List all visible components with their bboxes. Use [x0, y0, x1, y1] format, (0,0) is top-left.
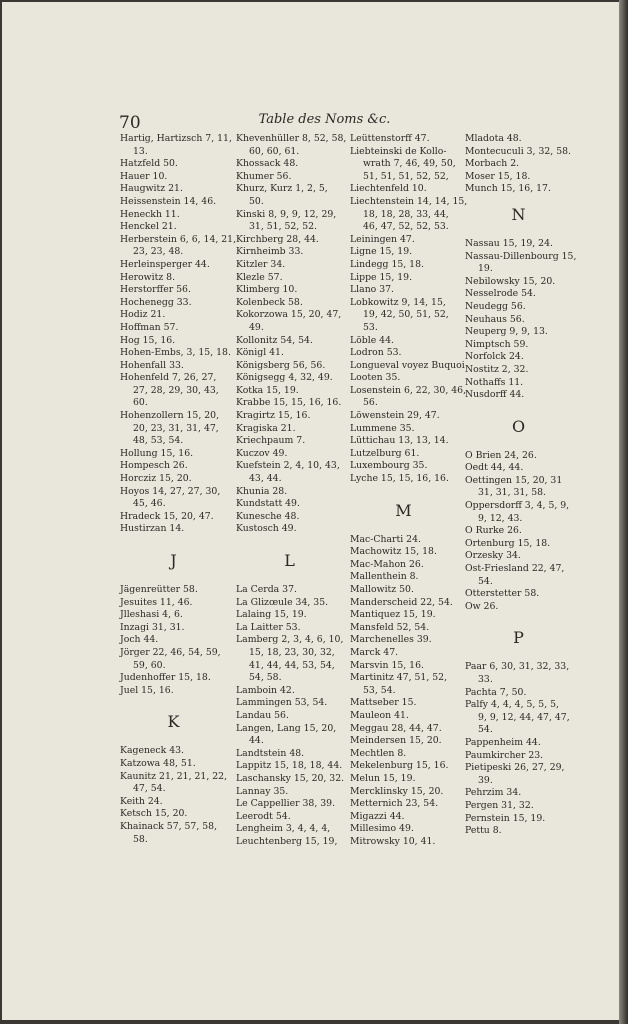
index-entry: Lengheim 3, 4, 4, 4,: [236, 823, 331, 835]
index-entry: Nothaffs 11.: [465, 376, 524, 388]
index-entry: Pehrzim 34.: [465, 787, 522, 799]
index-entry: Pettu 8.: [465, 825, 502, 837]
index-entry: Llano 37.: [350, 284, 395, 296]
section-letter: N: [511, 204, 527, 224]
index-entry: Kunesche 48.: [236, 510, 300, 522]
index-entry: Lappitz 15, 18, 18, 44.: [236, 760, 343, 772]
index-entry: Ow 26.: [465, 600, 499, 612]
index-entry: Keith 24.: [120, 795, 163, 807]
index-entry: Horcziz 15, 20.: [120, 473, 192, 485]
index-entry: Haugwitz 21.: [120, 183, 183, 195]
index-entry-continuation: 46, 47, 52, 52, 53.: [363, 221, 449, 233]
index-entry: Leerodt 54.: [236, 810, 291, 822]
index-entry: Nimptsch 59.: [465, 338, 529, 350]
index-entry: O Rurke 26.: [465, 525, 522, 537]
index-entry: Lippe 15, 19.: [350, 271, 413, 283]
index-entry: Hoyos 14, 27, 27, 30,: [120, 485, 221, 497]
index-entry-continuation: 18, 18, 28, 33, 44,: [363, 208, 449, 220]
index-entry: Pernstein 15, 19.: [465, 812, 546, 824]
index-entry: Königsberg 56, 56.: [236, 359, 326, 371]
index-entry: Khossack 48.: [236, 158, 299, 170]
index-entry: Nesselrode 54.: [465, 288, 536, 300]
index-entry: Longueval voyez Buquoi: [350, 359, 465, 371]
section-letter: P: [513, 628, 525, 648]
index-entry: Mladota 48.: [465, 133, 522, 144]
index-entry: Millesimo 49.: [350, 823, 414, 835]
index-entry: Kragiska 21.: [236, 422, 296, 434]
index-entry: Liechtenfeld 10.: [350, 183, 427, 195]
section-letter: K: [167, 712, 181, 732]
index-entry: Lindegg 15, 18.: [350, 258, 424, 270]
index-entry: Kustosch 49.: [236, 523, 297, 535]
index-entry: Lamberg 2, 3, 4, 6, 10,: [236, 634, 344, 646]
index-entry: Martinitz 47, 51, 52,: [350, 672, 448, 684]
index-entry: Kundstatt 49.: [236, 498, 300, 510]
index-entry: Jägenreütter 58.: [120, 584, 198, 595]
index-entry: Lammingen 53, 54.: [236, 697, 328, 709]
index-entry: Mac-Mahon 26.: [350, 558, 424, 570]
index-entry-continuation: 53, 54.: [363, 684, 396, 696]
index-entry-continuation: 31, 31, 31, 58.: [478, 487, 547, 499]
index-entry: Lobkowitz 9, 14, 15,: [350, 296, 446, 308]
index-entry: Mauleon 41.: [350, 709, 409, 721]
index-entry: Kotka 15, 19.: [236, 384, 299, 396]
index-entry: Nusdorff 44.: [465, 389, 525, 401]
index-entry-continuation: 58.: [133, 833, 148, 845]
index-entry: Pappenheim 44.: [465, 736, 541, 748]
index-entry: Kolenbeck 58.: [236, 296, 303, 308]
index-entry: Kokorzowa 15, 20, 47,: [236, 309, 342, 321]
index-entry: Oettingen 15, 20, 31: [465, 474, 563, 486]
index-entry: Metternich 23, 54.: [350, 798, 439, 810]
index-entry: Ost-Friesland 22, 47,: [465, 563, 565, 575]
index-entry: Hatzfeld 50.: [120, 158, 178, 170]
index-entry: Hompesch 26.: [120, 460, 188, 472]
index-entry: Oedt 44, 44.: [465, 462, 524, 474]
index-entry: Kollonitz 54, 54.: [236, 334, 313, 346]
index-entry: Machowitz 15, 18.: [350, 546, 437, 558]
index-entry: Neudegg 56.: [465, 300, 526, 312]
index-entry-continuation: 48, 53, 54.: [133, 435, 184, 447]
index-entry-continuation: 51, 51, 51, 52, 52,: [363, 170, 449, 182]
index-entry: Löwenstein 29, 47.: [350, 410, 440, 422]
index-entry: Kageneck 43.: [120, 745, 185, 757]
index-entry: Neuhaus 56.: [465, 313, 525, 325]
running-head: Table des Noms &c.: [258, 112, 391, 127]
index-entry: Kuefstein 2, 4, 10, 43,: [236, 460, 340, 472]
index-entry: Mansfeld 52, 54.: [350, 621, 430, 633]
index-entry: Hauer 10.: [120, 170, 168, 182]
index-entry: Kinski 8, 9, 9, 12, 29,: [236, 208, 337, 220]
index-entry: Hodiz 21.: [120, 309, 166, 321]
index-entry-continuation: 20, 23, 31, 31, 47,: [133, 422, 219, 434]
index-entry: Khainack 57, 57, 58,: [120, 820, 218, 832]
index-entry: La Glizœule 34, 35.: [236, 596, 329, 608]
index-entry: Mantiquez 15, 19.: [350, 609, 436, 621]
index-entry: Marck 47.: [350, 646, 399, 658]
index-entry: Hohenfall 33.: [120, 359, 184, 371]
index-entry: Orzesky 34.: [465, 550, 521, 562]
index-entry: Neuperg 9, 9, 13.: [465, 326, 548, 338]
index-entry: Mitrowsky 10, 41.: [350, 835, 436, 847]
index-entry: Henckel 21.: [120, 221, 177, 233]
index-entry: Jlleshasi 4, 6.: [120, 609, 183, 621]
index-entry: Norfolck 24.: [465, 351, 524, 363]
index-column-2: [236, 133, 347, 848]
index-entry: Löble 44.: [350, 334, 394, 346]
index-entry: Königsegg 4, 32, 49.: [236, 372, 333, 384]
index-entry: Herstorffer 56.: [120, 284, 191, 296]
index-entry: Ortenburg 15, 18.: [465, 537, 551, 549]
index-entry-continuation: 15, 18, 23, 30, 32,: [249, 646, 335, 658]
index-entry-continuation: 44.: [249, 735, 264, 747]
index-entry-continuation: 53.: [363, 321, 378, 333]
index-entry: Khunia 28.: [236, 485, 288, 497]
index-entry: Hartig, Hartizsch 7, 11,: [120, 133, 232, 144]
index-entry: Inzagi 31, 31.: [120, 621, 185, 633]
index-entry: Luxembourg 35.: [350, 460, 428, 472]
index-entry: Kriechpaum 7.: [236, 435, 306, 447]
book-page: [2, 2, 621, 1020]
section-letter: L: [284, 551, 296, 570]
index-column-4: [465, 133, 577, 838]
index-entry: Meggau 28, 44, 47.: [350, 722, 442, 734]
index-entry: Leüttenstorff 47.: [350, 133, 430, 144]
index-entry: Joch 44.: [120, 634, 159, 646]
index-entry: Pachta 7, 50.: [465, 686, 527, 698]
index-entry: Paar 6, 30, 31, 32, 33,: [465, 661, 570, 673]
index-entry: Heissenstein 14, 46.: [120, 195, 217, 207]
index-entry: Montecuculi 3, 32, 58.: [465, 145, 571, 157]
index-entry: Hochenegg 33.: [120, 296, 192, 308]
index-entry-continuation: 27, 28, 29, 30, 43,: [133, 384, 219, 396]
index-entry: Landau 56.: [236, 709, 289, 721]
index-entry-continuation: 9, 9, 12, 44, 47, 47,: [478, 711, 570, 723]
index-entry: Migazzi 44.: [350, 810, 405, 822]
index-entry: Hog 15, 16.: [120, 334, 176, 346]
index-entry-continuation: 60.: [133, 397, 148, 409]
index-entry: Hradeck 15, 20, 47.: [120, 510, 214, 522]
index-entry: Klezle 57.: [236, 271, 283, 283]
index-entry: Juel 15, 16.: [120, 684, 174, 696]
index-entry: Looten 35.: [350, 372, 401, 384]
index-entry-continuation: 23, 23, 48.: [133, 246, 184, 258]
index-entry: Leuchtenberg 15, 19,: [236, 835, 338, 847]
index-entry: Marchenelles 39.: [350, 634, 432, 646]
index-entry-continuation: 47, 54.: [133, 783, 166, 795]
index-entry: Manderscheid 22, 54.: [350, 596, 453, 608]
index-entry: Khurz, Kurz 1, 2, 5,: [236, 183, 328, 195]
index-entry-continuation: 59, 60.: [133, 659, 166, 671]
index-entry: Oppersdorff 3, 4, 5, 9,: [465, 500, 570, 512]
index-entry: Nebilowsky 15, 20.: [465, 275, 556, 287]
index-entry-continuation: 19.: [478, 263, 493, 275]
index-entry: Moser 15, 18.: [465, 170, 531, 182]
index-entry: Losenstein 6, 22, 30, 46,: [350, 384, 467, 396]
index-entry: Marsvin 15, 16.: [350, 659, 424, 671]
index-entry: Meindersen 15, 20.: [350, 735, 442, 747]
index-entry: Langen, Lang 15, 20,: [236, 722, 337, 734]
index-entry: Mekelenburg 15, 16.: [350, 760, 449, 772]
index-entry-continuation: 54.: [478, 724, 493, 736]
index-entry: Jörger 22, 46, 54, 59,: [120, 646, 221, 658]
index-entry: Hollung 15, 16.: [120, 447, 194, 459]
index-entry: Judenhoffer 15, 18.: [120, 672, 211, 684]
index-column-3: [350, 133, 468, 848]
index-entry-continuation: 56.: [363, 397, 378, 409]
section-letter: O: [511, 416, 527, 436]
index-entry: Lüttichau 13, 13, 14.: [350, 435, 449, 447]
index-entry: Kirchberg 28, 44.: [236, 233, 319, 245]
index-entry: Hohenzollern 15, 20,: [120, 410, 220, 422]
index-entry: Leiningen 47.: [350, 233, 415, 245]
index-entry: Klimberg 10.: [236, 284, 298, 296]
index-entry: La Cerda 37.: [236, 584, 297, 595]
index-entry: Krabbe 15, 15, 16, 16.: [236, 397, 342, 409]
index-entry-continuation: 33.: [478, 674, 493, 685]
index-entry: Mallowitz 50.: [350, 584, 414, 595]
index-entry: Lalaing 15, 19.: [236, 609, 307, 621]
index-entry: Landtstein 48.: [236, 747, 305, 759]
index-entry-continuation: 39.: [478, 774, 493, 786]
index-entry: Lyche 15, 15, 16, 16.: [350, 473, 449, 485]
index-entry: Heneckh 11.: [120, 208, 180, 220]
index-entry: Hustirzan 14.: [120, 523, 185, 535]
index-entry: Lamboin 42.: [236, 684, 295, 696]
index-entry-continuation: 9, 12, 43.: [478, 512, 523, 524]
page-number: 70: [119, 113, 141, 133]
book-gutter: [619, 0, 628, 1024]
index-entry: Lodron 53.: [350, 347, 402, 359]
index-entry-continuation: 54.: [478, 575, 493, 587]
index-entry: Liechtenstein 14, 14, 15,: [350, 195, 468, 207]
index-entry-continuation: 31, 51, 52, 52.: [249, 221, 318, 233]
index-entry: Herleinsperger 44.: [120, 258, 210, 270]
index-entry: Mallenthein 8.: [350, 571, 419, 583]
index-entry-continuation: 60, 60, 61.: [249, 145, 300, 157]
index-entry: Palfy 4, 4, 4, 5, 5, 5,: [465, 699, 559, 711]
index-entry: Kragirtz 15, 16.: [236, 410, 311, 422]
index-entry: Lutzelburg 61.: [350, 447, 420, 459]
index-entry: Melun 15, 19.: [350, 772, 416, 784]
index-entry: Herberstein 6, 6, 14, 21,: [120, 233, 237, 245]
index-entry-continuation: 13.: [133, 145, 148, 157]
index-entry-continuation: 54, 58.: [249, 672, 282, 684]
index-entry-continuation: 50.: [249, 195, 264, 207]
index-entry: Lummene 35.: [350, 422, 415, 434]
index-column-1: [120, 133, 237, 846]
index-entry: Mechtlen 8.: [350, 747, 407, 759]
index-entry: Kitzler 34.: [236, 258, 286, 270]
index-entry: Mercklinsky 15, 20.: [350, 785, 444, 797]
index-entry: Lannay 35.: [236, 785, 289, 797]
index-entry: Katzowa 48, 51.: [120, 757, 196, 769]
index-entry: Mac-Charti 24.: [350, 533, 421, 545]
index-entry: Herowitz 8.: [120, 271, 176, 283]
index-entry: Nostitz 2, 32.: [465, 363, 529, 375]
index-entry: Otterstetter 58.: [465, 588, 540, 600]
index-entry: Le Cappellier 38, 39.: [236, 798, 336, 810]
index-entry: Pergen 31, 32.: [465, 799, 534, 811]
index-entry-continuation: 49.: [249, 321, 264, 333]
index-entry: Kirnheimb 33.: [236, 246, 304, 258]
index-entry: Jesuites 11, 46.: [120, 596, 193, 608]
index-entry: Morbach 2.: [465, 158, 520, 170]
index-entry: Königl 41.: [236, 347, 284, 359]
index-entry-continuation: 41, 44, 44, 53, 54,: [249, 659, 335, 671]
index-entry: Ligne 15, 19.: [350, 246, 413, 258]
section-letter: J: [170, 551, 178, 570]
index-entry: Nassau-Dillenbourg 15,: [465, 250, 577, 262]
index-entry: Laschansky 15, 20, 32.: [236, 772, 345, 784]
index-entry: Paumkircher 23.: [465, 749, 544, 761]
index-entry: Khumer 56.: [236, 170, 292, 182]
index-entry: Hohen-Embs, 3, 15, 18.: [120, 347, 231, 359]
index-entry: Mattseber 15.: [350, 697, 417, 709]
index-entry: Nassau 15, 19, 24.: [465, 237, 553, 249]
index-entry: O Brien 24, 26.: [465, 449, 537, 461]
index-entry: Ketsch 15, 20.: [120, 808, 188, 820]
index-entry: Hoffman 57.: [120, 321, 179, 333]
index-entry: Khevenhüller 8, 52, 58,: [236, 133, 347, 144]
index-entry: Munch 15, 16, 17.: [465, 183, 551, 195]
index-entry: Kaunitz 21, 21, 21, 22,: [120, 770, 228, 782]
index-entry: Kuczov 49.: [236, 447, 288, 459]
index-entry: La Laitter 53.: [236, 621, 301, 633]
section-letter: M: [395, 500, 413, 520]
index-entry-continuation: 19, 42, 50, 51, 52,: [363, 309, 449, 321]
index-entry: Pietipeski 26, 27, 29,: [465, 762, 565, 774]
index-entry-continuation: wrath 7, 46, 49, 50,: [363, 158, 456, 170]
index-entry: Hohenfeld 7, 26, 27,: [120, 372, 217, 384]
index-entry-continuation: 45, 46.: [133, 498, 166, 510]
index-entry-continuation: 43, 44.: [249, 473, 282, 485]
index-entry: Liebteinski de Kollo-: [350, 145, 447, 157]
